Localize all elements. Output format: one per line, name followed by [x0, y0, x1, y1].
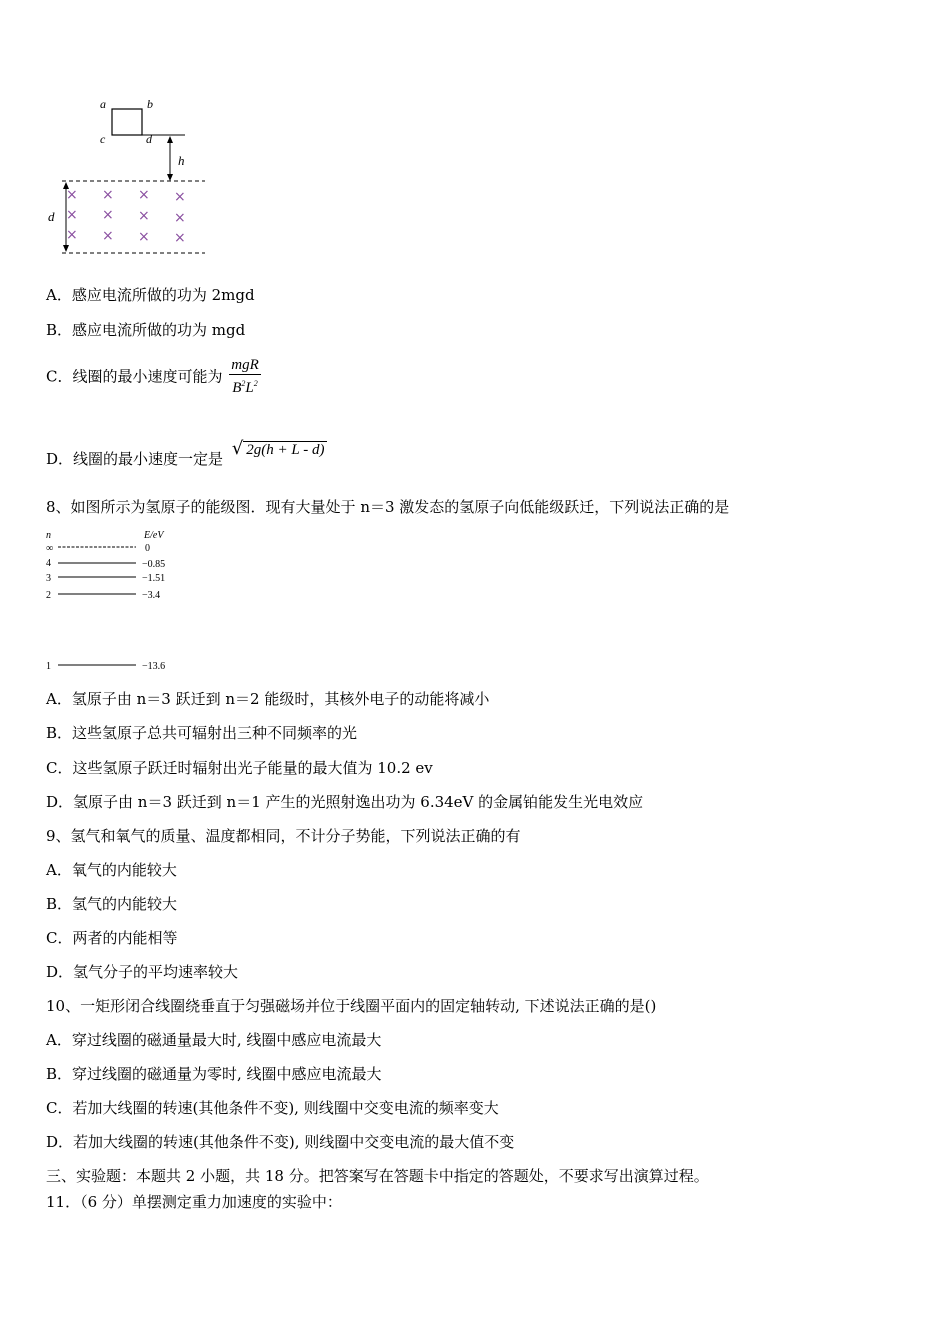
sqrt-expression: √ 2g(h + L - d) — [232, 439, 328, 460]
e-header: E/eV — [144, 530, 164, 541]
magnetic-field-crosses — [66, 187, 186, 246]
q9-option-c: C．两者的内能相等 — [46, 929, 178, 947]
svg-text:×: × — [174, 230, 186, 246]
q10-option-b: B．穿过线圈的磁通量为零时, 线圈中感应电流最大 — [46, 1065, 382, 1083]
q10-option-d: D．若加大线圈的转速(其他条件不变), 则线圈中交变电流的最大值不变 — [46, 1133, 515, 1151]
level-n-1: 1 — [46, 661, 51, 672]
label-a: a — [100, 97, 106, 111]
label-h: h — [178, 153, 185, 168]
level-n-inf: ∞ — [46, 543, 54, 554]
fraction-numerator: mgR — [231, 357, 259, 373]
svg-text:×: × — [102, 187, 114, 203]
level-e-2: −3.4 — [142, 590, 161, 601]
n-header: n — [46, 530, 51, 541]
q7-option-a: A．感应电流所做的功为 2mgd — [46, 286, 255, 304]
q10-option-c: C．若加大线圈的转速(其他条件不变), 则线圈中交变电流的频率变大 — [46, 1099, 499, 1117]
level-e-3: −1.51 — [142, 573, 166, 584]
label-b: b — [147, 97, 153, 111]
section-3-heading: 三、实验题：本题共 2 小题，共 18 分。把答案写在答题卡中指定的答题处，不要求写出演算过程。 — [46, 1167, 709, 1185]
q7-option-c — [46, 356, 261, 397]
svg-text:×: × — [66, 207, 78, 223]
q8-option-b: B．这些氢原子总共可辐射出三种不同频率的光 — [46, 724, 358, 742]
level-n-2: 2 — [46, 590, 51, 601]
q7-option-c-fraction — [229, 356, 261, 397]
level-e-inf: 0 — [145, 543, 150, 554]
level-n-4: 4 — [46, 558, 51, 569]
q9-option-b: B．氢气的内能较大 — [46, 895, 178, 913]
svg-text:×: × — [102, 228, 114, 244]
q11-stem: 11．（6 分）单摆测定重力加速度的实验中： — [46, 1193, 342, 1211]
fraction-denominator: $B^2L^2$ — [232, 379, 258, 396]
coil-square — [112, 109, 142, 135]
q9-stem: 9、氢气和氧气的质量、温度都相同，不计分子势能，下列说法正确的有 — [46, 827, 521, 845]
label-d-field: d — [48, 209, 55, 224]
svg-text:×: × — [174, 210, 186, 226]
q9-option-d: D．氢气分子的平均速率较大 — [46, 963, 239, 981]
q10-option-a: A．穿过线圈的磁通量最大时, 线圈中感应电流最大 — [46, 1031, 382, 1049]
q7-option-c-text: C．线圈的最小速度可能为 — [46, 367, 223, 386]
svg-text:×: × — [66, 227, 78, 243]
sqrt-icon: √ — [231, 437, 244, 459]
q8-option-d: D．氢原子由 n＝3 跃迁到 n＝1 产生的光照射逸出功为 6.34eV 的金属铂能发生光电效应 — [46, 793, 644, 811]
svg-text:×: × — [102, 207, 114, 223]
label-c: c — [100, 132, 106, 146]
svg-text:×: × — [138, 187, 150, 203]
q9-option-a: A．氧气的内能较大 — [46, 861, 177, 879]
q10-stem: 10、一矩形闭合线圈绕垂直于匀强磁场并位于线圈平面内的固定轴转动, 下述说法正确的是() — [46, 997, 657, 1015]
label-d-corner: d — [146, 132, 152, 146]
q8-stem: 8、如图所示为氢原子的能级图．现有大量处于 n＝3 激发态的氢原子向低能级跃迁，下列说法正确的是 — [46, 498, 730, 516]
q8-option-a: A．氢原子由 n＝3 跃迁到 n＝2 能级时，其核外电子的动能将减小 — [46, 690, 490, 708]
svg-text:×: × — [138, 229, 150, 245]
energy-level-diagram — [44, 526, 184, 676]
q7-option-d-text: D．线圈的最小速度一定是 — [46, 450, 224, 468]
svg-text:×: × — [174, 189, 186, 205]
coil-magnetic-field-figure — [40, 95, 220, 265]
q8-option-c: C．这些氢原子跃迁时辐射出光子能量的最大值为 10.2 ev — [46, 759, 433, 777]
q7-option-b: B．感应电流所做的功为 mgd — [46, 321, 246, 339]
level-e-4: −0.85 — [142, 559, 166, 570]
level-e-1: −13.6 — [142, 661, 166, 672]
svg-text:×: × — [66, 187, 78, 203]
svg-text:×: × — [138, 208, 150, 224]
level-n-3: 3 — [46, 573, 51, 584]
q7-option-d — [46, 437, 327, 468]
